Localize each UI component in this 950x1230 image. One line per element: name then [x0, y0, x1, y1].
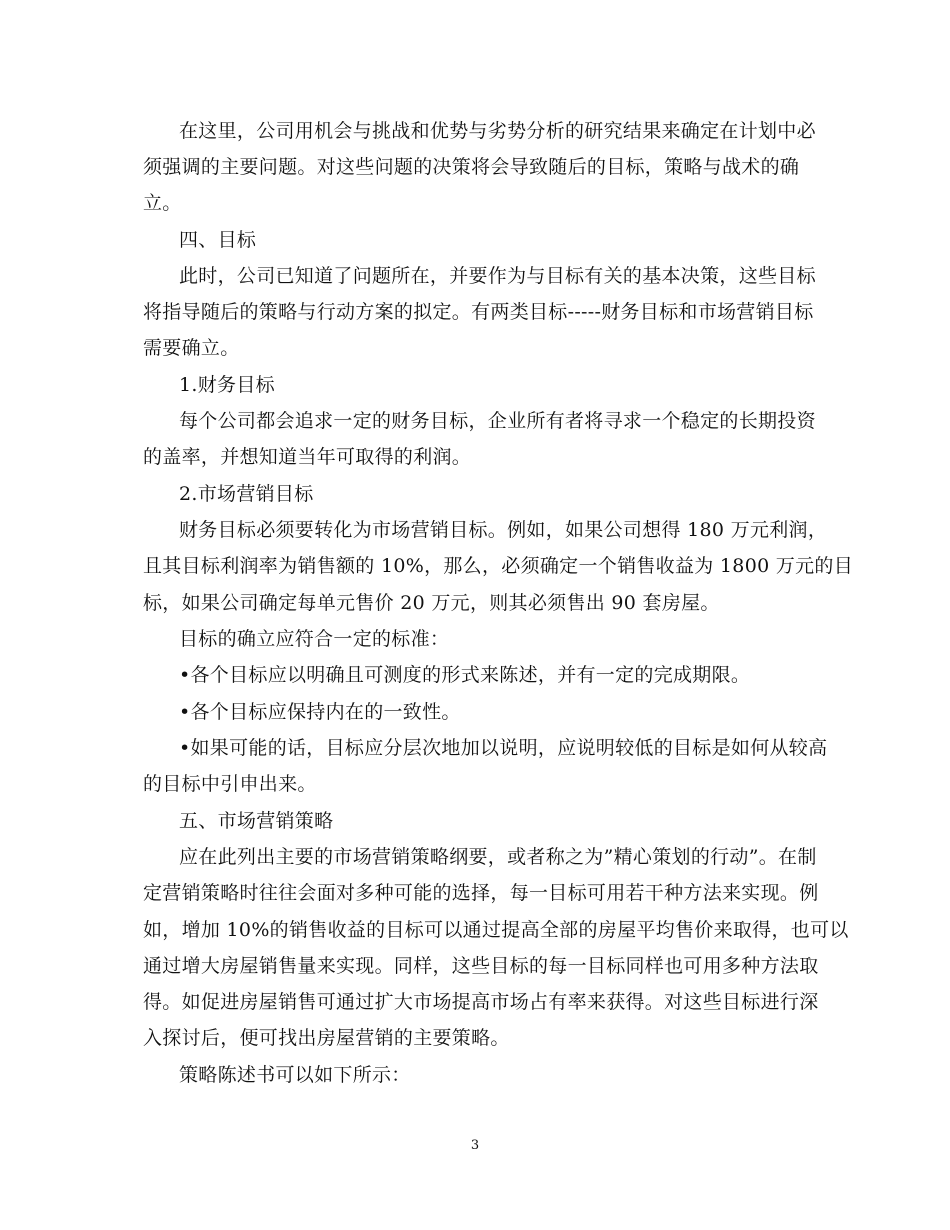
text-line: 入探讨后，便可找出房屋营销的主要策略。 — [143, 1027, 510, 1049]
bullet-item: •各个目标应保持内在的一致性。 — [179, 701, 461, 723]
text-line: 此时，公司已知道了问题所在，并要作为与目标有关的基本决策，这些目标 — [179, 265, 816, 287]
bullet-item: •各个目标应以明确且可测度的形式来陈述，并有一定的完成期限。 — [179, 664, 751, 686]
text-line: 每个公司都会追求一定的财务目标，企业所有者将寻求一个稳定的长期投资 — [179, 410, 816, 432]
text-line: 立。 — [143, 192, 182, 214]
text-line: 的盖率，并想知道当年可取得的利润。 — [143, 446, 472, 468]
text-line: 定营销策略时往往会面对多种可能的选择，每一目标可用若干种方法来实现。例 — [143, 882, 819, 904]
text-line: 应在此列出主要的市场营销策略纲要，或者称之为”精心策划的行动”。在制 — [179, 846, 817, 868]
text-line: 且其目标利润率为销售额的 10%，那么，必须确定一个销售收益为 1800 万元的目 — [143, 555, 854, 577]
text-line: 须强调的主要问题。对这些问题的决策将会导致随后的目标，策略与战术的确 — [143, 156, 800, 178]
text-line: 标，如果公司确定每单元售价 20 万元，则其必须售出 90 套房屋。 — [143, 592, 720, 614]
section-heading: 四、目标 — [179, 229, 257, 251]
text-line: 通过增大房屋销售量来实现。同样，这些目标的每一目标同样也可用多种方法取 — [143, 955, 819, 977]
text-line: 策略陈述书可以如下所示： — [179, 1064, 411, 1086]
text-line: 的目标中引申出来。 — [143, 773, 317, 795]
section-heading: 五、市场营销策略 — [179, 810, 334, 832]
text-line: 如，增加 10%的销售收益的目标可以通过提高全部的房屋平均售价来取得，也可以 — [143, 919, 849, 941]
page-number: 3 — [470, 1138, 480, 1153]
text-line: 得。如促进房屋销售可通过扩大市场提高市场占有率来获得。对这些目标进行深 — [143, 991, 819, 1013]
subsection-heading: 1.财务目标 — [179, 374, 275, 396]
subsection-heading: 2.市场营销目标 — [179, 483, 314, 505]
text-line: 需要确立。 — [143, 337, 240, 359]
text-line: 财务目标必须要转化为市场营销目标。例如，如果公司想得 180 万元利润， — [179, 519, 828, 541]
bullet-item: •如果可能的话，目标应分层次地加以说明，应说明较低的目标是如何从较高 — [179, 737, 828, 759]
text-line: 在这里，公司用机会与挑战和优势与劣势分析的研究结果来确定在计划中必 — [179, 120, 816, 142]
text-line: 将指导随后的策略与行动方案的拟定。有两类目标-----财务目标和市场营销目标 — [143, 301, 814, 323]
text-line: 目标的确立应符合一定的标准： — [179, 628, 450, 650]
